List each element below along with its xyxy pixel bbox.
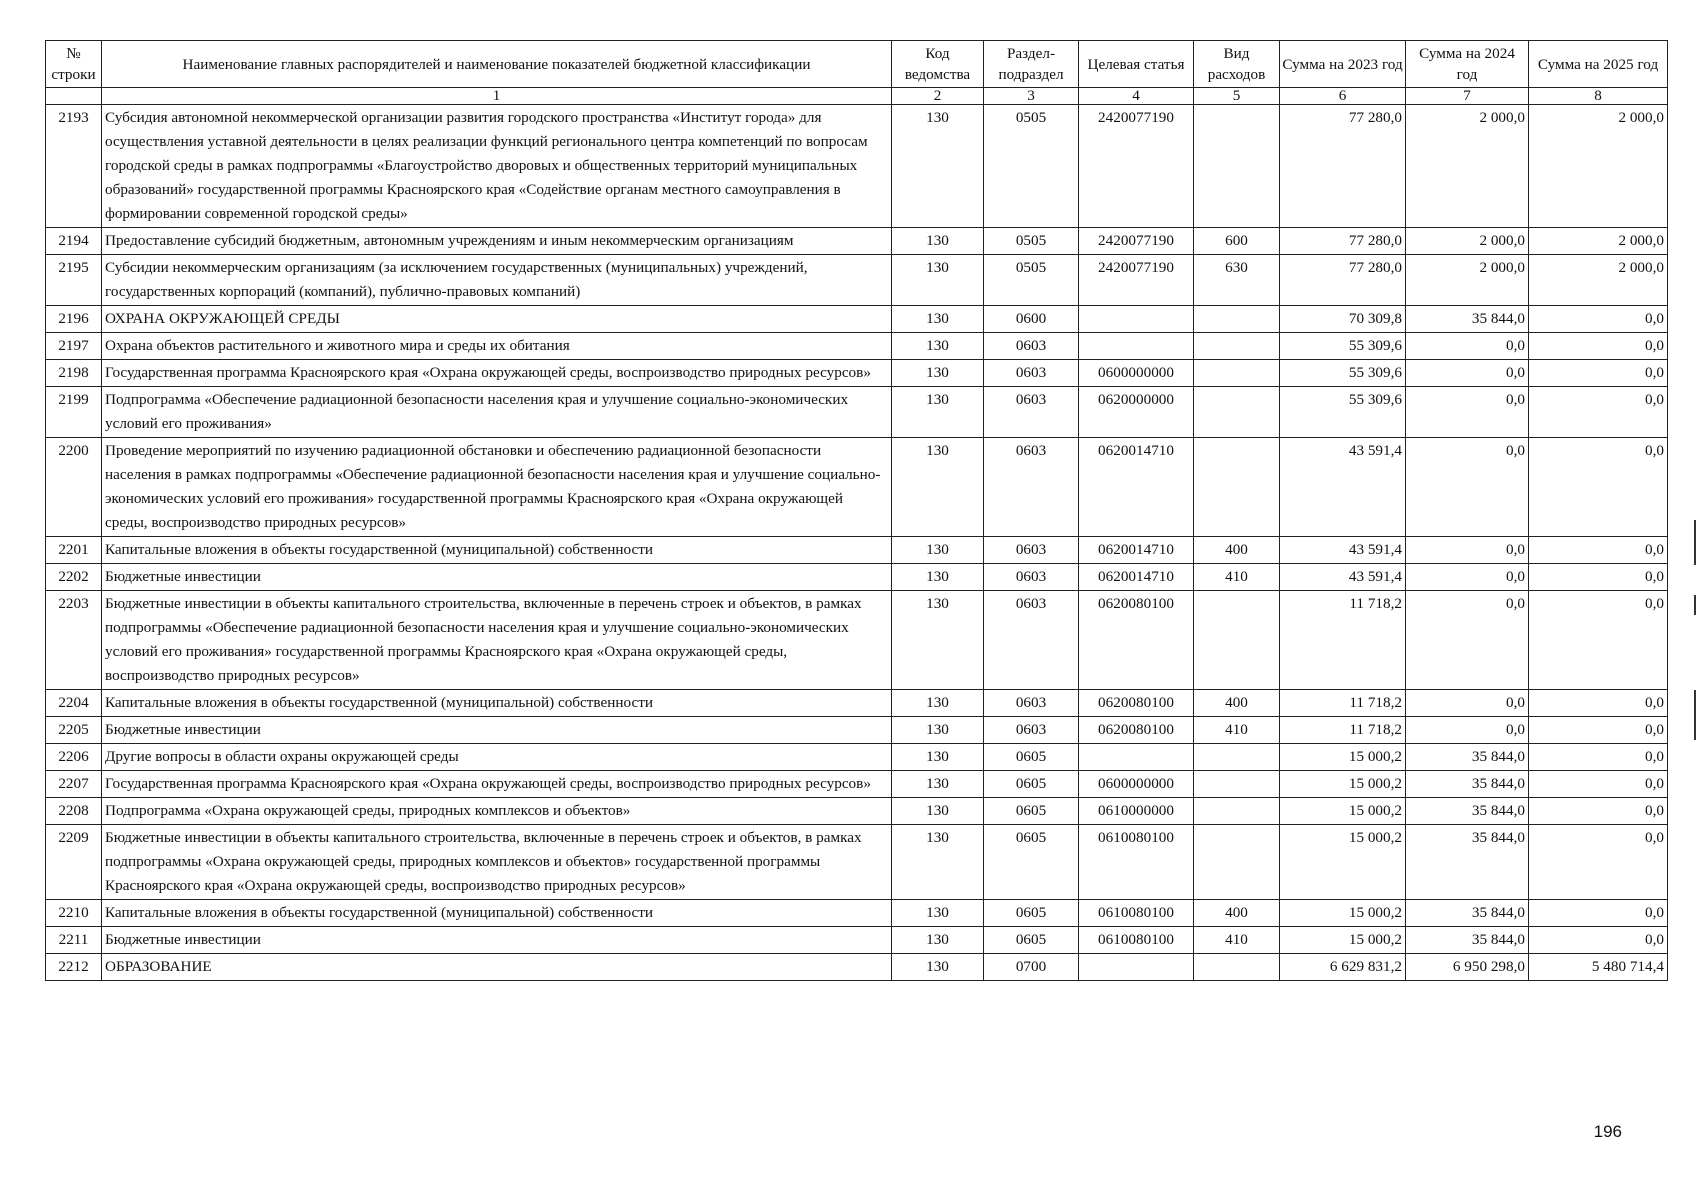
row-target: 2420077190	[1079, 105, 1194, 228]
row-sum-2025: 0,0	[1529, 333, 1668, 360]
scan-edge-mark	[1694, 520, 1696, 565]
row-sum-2024: 35 844,0	[1406, 900, 1529, 927]
row-section: 0605	[984, 744, 1079, 771]
table-body	[46, 105, 1668, 981]
row-name: Проведение мероприятий по изучению радиационной обстановки и обеспечению радиационной безопасности населения в рамках подпрограммы «Обеспечение радиационной безопасности населения края и улучшение социально-экономических условий его проживания» государственной программы Красноярского края «Охрана окружающей среды, воспроизводство природных ресурсов»	[102, 438, 892, 537]
row-name: ОХРАНА ОКРУЖАЮЩЕЙ СРЕДЫ	[102, 306, 892, 333]
row-sum-2024: 0,0	[1406, 717, 1529, 744]
row-section: 0603	[984, 438, 1079, 537]
row-dept-code: 130	[892, 744, 984, 771]
row-section: 0603	[984, 537, 1079, 564]
row-sum-2024: 0,0	[1406, 360, 1529, 387]
row-sum-2024: 0,0	[1406, 690, 1529, 717]
row-number: 2204	[46, 690, 102, 717]
row-target: 0610080100	[1079, 927, 1194, 954]
row-sum-2023: 15 000,2	[1280, 825, 1406, 900]
row-target	[1079, 954, 1194, 981]
row-dept-code: 130	[892, 387, 984, 438]
row-sum-2024: 2 000,0	[1406, 255, 1529, 306]
row-sum-2025: 0,0	[1529, 717, 1668, 744]
row-sum-2024: 6 950 298,0	[1406, 954, 1529, 981]
table-row	[46, 387, 1668, 438]
row-section: 0505	[984, 228, 1079, 255]
row-expense-type	[1194, 798, 1280, 825]
row-dept-code: 130	[892, 717, 984, 744]
table-row	[46, 306, 1668, 333]
row-sum-2024: 2 000,0	[1406, 228, 1529, 255]
row-sum-2024: 0,0	[1406, 564, 1529, 591]
row-sum-2024: 35 844,0	[1406, 798, 1529, 825]
row-number: 2201	[46, 537, 102, 564]
row-expense-type: 630	[1194, 255, 1280, 306]
row-expense-type	[1194, 591, 1280, 690]
table-row	[46, 717, 1668, 744]
row-name: Бюджетные инвестиции	[102, 717, 892, 744]
row-section: 0700	[984, 954, 1079, 981]
table-row	[46, 438, 1668, 537]
row-number: 2200	[46, 438, 102, 537]
row-target	[1079, 333, 1194, 360]
row-sum-2023: 77 280,0	[1280, 255, 1406, 306]
row-dept-code: 130	[892, 360, 984, 387]
row-target: 0620014710	[1079, 564, 1194, 591]
row-sum-2024: 0,0	[1406, 537, 1529, 564]
budget-table	[45, 40, 1668, 981]
row-expense-type	[1194, 438, 1280, 537]
column-number	[46, 88, 102, 105]
row-dept-code: 130	[892, 927, 984, 954]
row-expense-type	[1194, 105, 1280, 228]
row-dept-code: 130	[892, 798, 984, 825]
column-number: 8	[1529, 88, 1668, 105]
row-sum-2024: 2 000,0	[1406, 105, 1529, 228]
table-row	[46, 690, 1668, 717]
row-sum-2025: 0,0	[1529, 387, 1668, 438]
row-expense-type	[1194, 306, 1280, 333]
row-expense-type: 600	[1194, 228, 1280, 255]
column-number: 7	[1406, 88, 1529, 105]
row-sum-2023: 70 309,8	[1280, 306, 1406, 333]
row-number: 2199	[46, 387, 102, 438]
row-expense-type: 400	[1194, 690, 1280, 717]
row-dept-code: 130	[892, 825, 984, 900]
row-dept-code: 130	[892, 438, 984, 537]
row-sum-2024: 0,0	[1406, 438, 1529, 537]
row-sum-2025: 2 000,0	[1529, 105, 1668, 228]
row-dept-code: 130	[892, 105, 984, 228]
row-dept-code: 130	[892, 564, 984, 591]
column-number: 6	[1280, 88, 1406, 105]
row-sum-2025: 0,0	[1529, 744, 1668, 771]
row-name: Капитальные вложения в объекты государственной (муниципальной) собственности	[102, 537, 892, 564]
row-number: 2193	[46, 105, 102, 228]
row-sum-2025: 0,0	[1529, 564, 1668, 591]
row-name: Государственная программа Красноярского края «Охрана окружающей среды, воспроизводство природных ресурсов»	[102, 771, 892, 798]
row-target: 0620080100	[1079, 717, 1194, 744]
row-section: 0605	[984, 798, 1079, 825]
scan-edge-mark	[1694, 690, 1696, 740]
row-dept-code: 130	[892, 771, 984, 798]
row-target: 0600000000	[1079, 360, 1194, 387]
row-sum-2023: 55 309,6	[1280, 333, 1406, 360]
row-sum-2023: 15 000,2	[1280, 744, 1406, 771]
row-name: Подпрограмма «Обеспечение радиационной безопасности населения края и улучшение социально-экономических условий его проживания»	[102, 387, 892, 438]
row-sum-2025: 2 000,0	[1529, 228, 1668, 255]
row-number: 2196	[46, 306, 102, 333]
table-row	[46, 255, 1668, 306]
row-target: 0610080100	[1079, 825, 1194, 900]
row-dept-code: 130	[892, 591, 984, 690]
row-number: 2210	[46, 900, 102, 927]
header-name: Наименование главных распорядителей и наименование показателей бюджетной классификации	[102, 41, 892, 88]
row-name: Субсидии некоммерческим организациям (за исключением государственных (муниципальных) учреждений, государственных корпораций (компаний), публично-правовых компаний)	[102, 255, 892, 306]
table-row	[46, 360, 1668, 387]
row-name: Охрана объектов растительного и животного мира и среды их обитания	[102, 333, 892, 360]
row-sum-2025: 0,0	[1529, 690, 1668, 717]
row-section: 0505	[984, 105, 1079, 228]
row-number: 2202	[46, 564, 102, 591]
header-expense-type: Вид расходов	[1194, 41, 1280, 88]
row-number: 2194	[46, 228, 102, 255]
row-section: 0600	[984, 306, 1079, 333]
row-sum-2023: 11 718,2	[1280, 717, 1406, 744]
row-sum-2023: 43 591,4	[1280, 537, 1406, 564]
row-expense-type: 400	[1194, 537, 1280, 564]
header-dept-code: Код ведомства	[892, 41, 984, 88]
table-row	[46, 954, 1668, 981]
row-name: Предоставление субсидий бюджетным, автономным учреждениям и иным некоммерческим организациям	[102, 228, 892, 255]
row-section: 0603	[984, 717, 1079, 744]
row-sum-2023: 15 000,2	[1280, 771, 1406, 798]
row-number: 2212	[46, 954, 102, 981]
row-dept-code: 130	[892, 690, 984, 717]
row-section: 0605	[984, 771, 1079, 798]
table-row	[46, 105, 1668, 228]
table-row	[46, 591, 1668, 690]
row-section: 0603	[984, 591, 1079, 690]
row-number: 2197	[46, 333, 102, 360]
row-sum-2024: 0,0	[1406, 333, 1529, 360]
column-number: 5	[1194, 88, 1280, 105]
row-sum-2025: 0,0	[1529, 900, 1668, 927]
row-sum-2025: 5 480 714,4	[1529, 954, 1668, 981]
header-sum-2023: Сумма на 2023 год	[1280, 41, 1406, 88]
row-sum-2025: 0,0	[1529, 825, 1668, 900]
row-number: 2209	[46, 825, 102, 900]
row-sum-2023: 43 591,4	[1280, 438, 1406, 537]
row-number: 2198	[46, 360, 102, 387]
row-dept-code: 130	[892, 255, 984, 306]
row-expense-type	[1194, 387, 1280, 438]
row-sum-2023: 15 000,2	[1280, 798, 1406, 825]
table-row	[46, 825, 1668, 900]
table-row	[46, 771, 1668, 798]
row-sum-2024: 0,0	[1406, 387, 1529, 438]
row-name: ОБРАЗОВАНИЕ	[102, 954, 892, 981]
column-number: 1	[102, 88, 892, 105]
row-sum-2023: 11 718,2	[1280, 591, 1406, 690]
header-row-no: № строки	[46, 41, 102, 88]
row-sum-2023: 77 280,0	[1280, 228, 1406, 255]
row-target: 0620014710	[1079, 438, 1194, 537]
row-sum-2024: 35 844,0	[1406, 771, 1529, 798]
table-row	[46, 564, 1668, 591]
row-sum-2025: 0,0	[1529, 927, 1668, 954]
row-target	[1079, 744, 1194, 771]
row-sum-2023: 55 309,6	[1280, 387, 1406, 438]
row-sum-2023: 6 629 831,2	[1280, 954, 1406, 981]
row-target: 0600000000	[1079, 771, 1194, 798]
row-name: Бюджетные инвестиции в объекты капитального строительства, включенные в перечень строек и объектов, в рамках подпрограммы «Обеспечение радиационной безопасности населения края и улучшение социально-экономических условий его проживания» государственной программы Красноярского края «Охрана окружающей среды, воспроизводство природных ресурсов»	[102, 591, 892, 690]
row-number: 2203	[46, 591, 102, 690]
row-expense-type	[1194, 771, 1280, 798]
row-sum-2025: 0,0	[1529, 360, 1668, 387]
row-target	[1079, 306, 1194, 333]
row-name: Бюджетные инвестиции в объекты капитального строительства, включенные в перечень строек и объектов, в рамках подпрограммы «Охрана окружающей среды, природных комплексов и объектов» государственной программы Красноярского края «Охрана окружающей среды, воспроизводство природных ресурсов»	[102, 825, 892, 900]
row-expense-type	[1194, 744, 1280, 771]
row-section: 0603	[984, 387, 1079, 438]
scan-edge-mark	[1694, 595, 1696, 615]
header-row	[46, 41, 1668, 88]
row-name: Субсидия автономной некоммерческой организации развития городского пространства «Институт города» для осуществления уставной деятельности в целях реализации функций регионального центра компетенций по вопросам городской среды в рамках подпрограммы «Благоустройство дворовых и общественных территорий муниципальных образований» государственной программы Красноярского края «Содействие органам местного самоуправления в формировании современной городской среды»	[102, 105, 892, 228]
row-name: Подпрограмма «Охрана окружающей среды, природных комплексов и объектов»	[102, 798, 892, 825]
row-target: 2420077190	[1079, 255, 1194, 306]
row-expense-type: 410	[1194, 927, 1280, 954]
row-name: Бюджетные инвестиции	[102, 927, 892, 954]
row-section: 0603	[984, 690, 1079, 717]
row-expense-type	[1194, 360, 1280, 387]
row-number: 2208	[46, 798, 102, 825]
row-section: 0505	[984, 255, 1079, 306]
row-sum-2025: 0,0	[1529, 438, 1668, 537]
row-target: 0620014710	[1079, 537, 1194, 564]
row-sum-2025: 2 000,0	[1529, 255, 1668, 306]
row-number: 2205	[46, 717, 102, 744]
row-section: 0605	[984, 825, 1079, 900]
row-dept-code: 130	[892, 306, 984, 333]
table-row	[46, 333, 1668, 360]
page-number: 196	[1593, 1122, 1622, 1141]
row-sum-2023: 43 591,4	[1280, 564, 1406, 591]
row-sum-2025: 0,0	[1529, 798, 1668, 825]
row-section: 0603	[984, 360, 1079, 387]
row-section: 0603	[984, 333, 1079, 360]
row-sum-2024: 35 844,0	[1406, 927, 1529, 954]
row-expense-type	[1194, 825, 1280, 900]
header-sum-2025: Сумма на 2025 год	[1529, 41, 1668, 88]
row-expense-type	[1194, 954, 1280, 981]
row-sum-2023: 15 000,2	[1280, 927, 1406, 954]
table-row	[46, 537, 1668, 564]
row-sum-2023: 11 718,2	[1280, 690, 1406, 717]
row-expense-type: 400	[1194, 900, 1280, 927]
row-dept-code: 130	[892, 537, 984, 564]
table-row	[46, 798, 1668, 825]
row-sum-2023: 77 280,0	[1280, 105, 1406, 228]
column-number: 3	[984, 88, 1079, 105]
row-target: 2420077190	[1079, 228, 1194, 255]
row-expense-type: 410	[1194, 717, 1280, 744]
header-target: Целевая статья	[1079, 41, 1194, 88]
row-number: 2206	[46, 744, 102, 771]
row-target: 0610080100	[1079, 900, 1194, 927]
row-section: 0605	[984, 927, 1079, 954]
header-sum-2024: Сумма на 2024 год	[1406, 41, 1529, 88]
table-row	[46, 900, 1668, 927]
row-dept-code: 130	[892, 228, 984, 255]
row-name: Капитальные вложения в объекты государственной (муниципальной) собственности	[102, 690, 892, 717]
column-number-row	[46, 88, 1668, 105]
row-target: 0610000000	[1079, 798, 1194, 825]
row-number: 2211	[46, 927, 102, 954]
row-sum-2025: 0,0	[1529, 591, 1668, 690]
row-sum-2025: 0,0	[1529, 537, 1668, 564]
row-target: 0620000000	[1079, 387, 1194, 438]
table-row	[46, 228, 1668, 255]
row-expense-type	[1194, 333, 1280, 360]
row-sum-2024: 0,0	[1406, 591, 1529, 690]
row-sum-2024: 35 844,0	[1406, 744, 1529, 771]
row-section: 0605	[984, 900, 1079, 927]
row-name: Бюджетные инвестиции	[102, 564, 892, 591]
row-section: 0603	[984, 564, 1079, 591]
row-name: Капитальные вложения в объекты государственной (муниципальной) собственности	[102, 900, 892, 927]
column-number: 4	[1079, 88, 1194, 105]
row-number: 2195	[46, 255, 102, 306]
row-target: 0620080100	[1079, 690, 1194, 717]
row-number: 2207	[46, 771, 102, 798]
row-sum-2024: 35 844,0	[1406, 306, 1529, 333]
row-sum-2023: 55 309,6	[1280, 360, 1406, 387]
row-dept-code: 130	[892, 954, 984, 981]
row-target: 0620080100	[1079, 591, 1194, 690]
row-sum-2024: 35 844,0	[1406, 825, 1529, 900]
row-dept-code: 130	[892, 900, 984, 927]
row-expense-type: 410	[1194, 564, 1280, 591]
row-name: Государственная программа Красноярского края «Охрана окружающей среды, воспроизводство природных ресурсов»	[102, 360, 892, 387]
row-name: Другие вопросы в области охраны окружающей среды	[102, 744, 892, 771]
header-section: Раздел-подраздел	[984, 41, 1079, 88]
table-row	[46, 744, 1668, 771]
column-number: 2	[892, 88, 984, 105]
row-sum-2025: 0,0	[1529, 306, 1668, 333]
row-dept-code: 130	[892, 333, 984, 360]
row-sum-2025: 0,0	[1529, 771, 1668, 798]
row-sum-2023: 15 000,2	[1280, 900, 1406, 927]
table-row	[46, 927, 1668, 954]
